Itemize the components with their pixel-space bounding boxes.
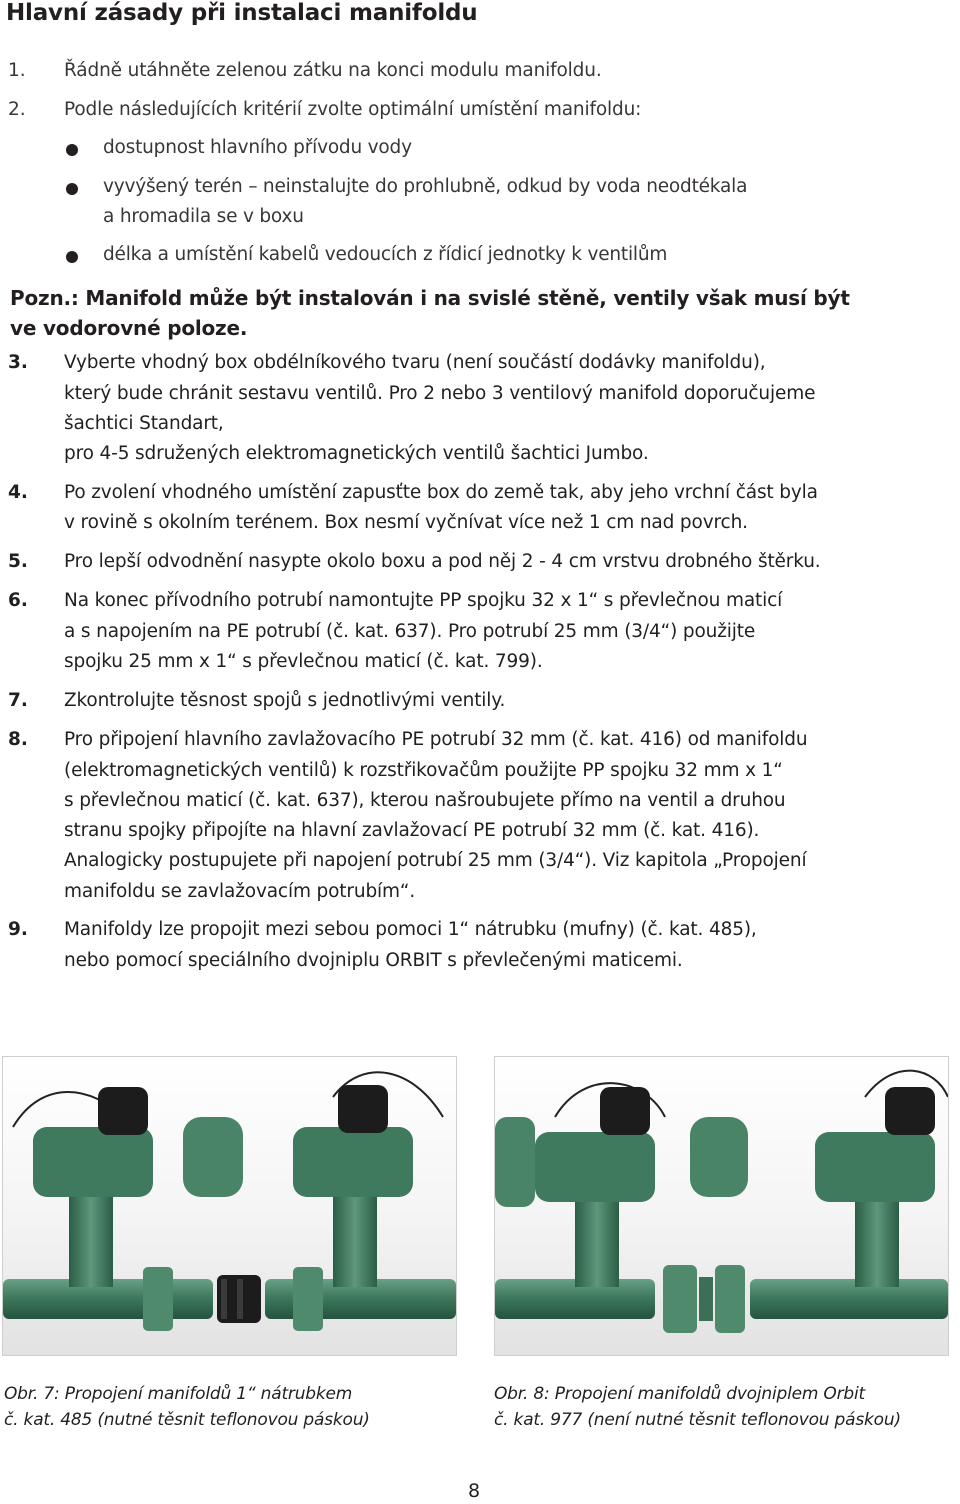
bullet-dot xyxy=(66,183,78,195)
step-9-number: 9. xyxy=(8,919,28,940)
manifold-coupling-illustration xyxy=(3,1057,456,1355)
figure-8-caption-line-1: Obr. 8: Propojení manifoldů dvojniplem Orbit xyxy=(494,1384,865,1404)
manifold-double-nipple-illustration xyxy=(495,1057,948,1355)
step-8-line-3: s převlečnou maticí (č. kat. 637), kterou našroubujete přímo na ventil a druhou xyxy=(64,790,786,811)
figure-7-caption-line-2: č. kat. 485 (nutné těsnit teflonovou páskou) xyxy=(4,1410,370,1430)
step-5-line-1: Pro lepší odvodnění nasypte okolo boxu a pod něj 2 - 4 cm vrstvu drobného štěrku. xyxy=(64,551,821,572)
step-4-number: 4. xyxy=(8,482,28,503)
step-1-text: Řádně utáhněte zelenou zátku na konci modulu manifoldu. xyxy=(64,60,602,81)
step-8-line-5: Analogicky postupujete při napojení potrubí 25 mm (3/4“). Viz kapitola „Propojení xyxy=(64,850,807,871)
step-2-number: 2. xyxy=(8,99,26,120)
bullet-1-line-1: dostupnost hlavního přívodu vody xyxy=(103,137,412,158)
figure-8-caption-line-2: č. kat. 977 (není nutné těsnit teflonovou páskou) xyxy=(494,1410,901,1430)
page-title: Hlavní zásady při instalaci manifoldu xyxy=(6,0,478,26)
step-8-line-4: stranu spojky připojíte na hlavní zavlažovací PE potrubí 32 mm (č. kat. 416). xyxy=(64,820,760,841)
step-8-line-6: manifoldu se zavlažovacím potrubím“. xyxy=(64,881,416,902)
photo-manifold-coupling xyxy=(2,1056,457,1356)
step-1-number: 1. xyxy=(8,60,26,81)
step-3-number: 3. xyxy=(8,352,28,373)
step-4-line-1: Po zvolení vhodného umístění zapusťte box do země tak, aby jeho vrchní část byla xyxy=(64,482,818,503)
bullet-3-line-1: délka a umístění kabelů vedoucích z řídicí jednotky k ventilům xyxy=(103,244,668,265)
step-6-line-1: Na konec přívodního potrubí namontujte PP spojku 32 x 1“ s převlečnou maticí xyxy=(64,590,783,611)
step-9-line-1: Manifoldy lze propojit mezi sebou pomoci 1“ nátrubku (mufny) (č. kat. 485), xyxy=(64,919,757,940)
step-7-number: 7. xyxy=(8,690,28,711)
step-9-line-2: nebo pomocí speciálního dvojniplu ORBIT s převlečenými maticemi. xyxy=(64,950,683,971)
step-6-line-3: spojku 25 mm x 1“ s převlečnou maticí (č. kat. 799). xyxy=(64,651,543,672)
figure-7-caption-line-1: Obr. 7: Propojení manifoldů 1“ nátrubkem xyxy=(4,1384,353,1404)
note-line-1: Pozn.: Manifold může být instalován i na svislé stěně, ventily však musí být xyxy=(10,286,850,310)
step-3-line-3: šachtici Standart, xyxy=(64,413,224,434)
step-8-line-2: (elektromagnetických ventilů) k rozstřikovačům použijte PP spojku 32 mm x 1“ xyxy=(64,760,783,781)
photo-manifold-double-nipple xyxy=(494,1056,949,1356)
page-number: 8 xyxy=(468,1480,481,1502)
step-3-line-1: Vyberte vhodný box obdélníkového tvaru (není součástí dodávky manifoldu), xyxy=(64,352,766,373)
step-5-number: 5. xyxy=(8,551,28,572)
step-4-line-2: v rovině s okolním terénem. Box nesmí vyčnívat více než 1 cm nad povrch. xyxy=(64,512,748,533)
step-8-number: 8. xyxy=(8,729,28,750)
step-2-text: Podle následujících kritérií zvolte optimální umístění manifoldu: xyxy=(64,99,642,120)
bullet-dot xyxy=(66,144,78,156)
step-6-line-2: a s napojením na PE potrubí (č. kat. 637). Pro potrubí 25 mm (3/4“) použijte xyxy=(64,621,756,642)
step-3-line-4: pro 4-5 sdružených elektromagnetických ventilů šachtici Jumbo. xyxy=(64,443,649,464)
step-8-line-1: Pro připojení hlavního zavlažovacího PE potrubí 32 mm (č. kat. 416) od manifoldu xyxy=(64,729,808,750)
bullet-2-line-1: vyvýšený terén – neinstalujte do prohlubně, odkud by voda neodtékala xyxy=(103,176,748,197)
note-line-2: ve vodorovné poloze. xyxy=(10,316,248,340)
step-3-line-2: který bude chránit sestavu ventilů. Pro 2 nebo 3 ventilový manifold doporučujeme xyxy=(64,383,816,404)
bullet-2-line-2: a hromadila se v boxu xyxy=(103,206,304,227)
step-7-line-1: Zkontrolujte těsnost spojů s jednotlivými ventily. xyxy=(64,690,506,711)
bullet-dot xyxy=(66,251,78,263)
step-6-number: 6. xyxy=(8,590,28,611)
